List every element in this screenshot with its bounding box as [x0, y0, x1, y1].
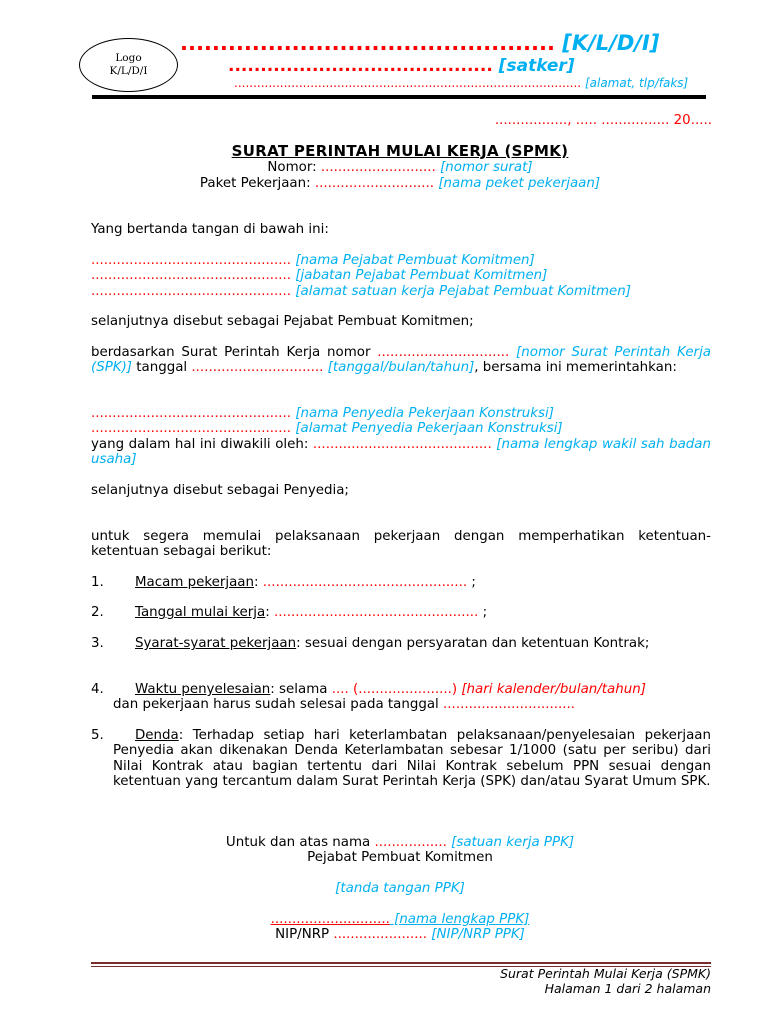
sign-untuk-text: Untuk dan atas nama [225, 835, 375, 850]
alamat-heading [234, 76, 688, 90]
ppk-jabatan-hint: [jabatan Pejabat Pembuat Komitmen] [295, 268, 548, 284]
sign-untuk-dots: ................. [374, 835, 447, 850]
penyedia-alamat-hint: [alamat Penyedia Pekerjaan Konstruksi] [295, 421, 563, 437]
item-cont-text: dan pekerjaan harus sudah selesai pada tanggal [113, 697, 444, 713]
untuk-paragraph: untuk segera memulai pelaksanaan pekerjaan dengan memperhatikan ketentuan-ketentuan sebagai berikut: [91, 529, 711, 560]
diwakili-hint: [nama lengkap wakil sah badan usaha] [91, 436, 711, 468]
item-end: ; [467, 575, 476, 590]
item-end: ; [478, 605, 488, 620]
list-item [91, 728, 711, 790]
ppk-jabatan-line [91, 268, 711, 283]
item-text: : sesuai dengan persyaratan dan ketentuan Kontrak; [296, 636, 650, 651]
item-number: 1. [91, 575, 104, 590]
item-dots: .... (......................) [331, 682, 458, 697]
penyedia-nama-dots: ............................................... [91, 406, 292, 421]
diwakili-line [91, 437, 711, 468]
ppk-jabatan-dots: ............................................... [91, 268, 292, 284]
alamat-dots: ........................................................................................... [234, 76, 582, 90]
satker-dots: ......................................... [228, 56, 493, 76]
ppk-block [91, 253, 711, 299]
footer-doc-title: Surat Perintah Mulai Kerja (SPMK) [500, 966, 711, 981]
item-label: Macam pekerjaan [135, 575, 255, 590]
dasar-text1: berdasarkan Surat Perintah Kerja nomor [91, 345, 378, 360]
nomor-label: Nomor: [267, 160, 321, 175]
kldi-hint: [K/L/D/I] [562, 31, 660, 55]
sign-nama-hint: [nama lengkap PPK] [389, 912, 530, 927]
nomor-line [0, 160, 768, 175]
penyedia-alamat-dots: ............................................... [91, 421, 292, 437]
sign-nip-hint: [NIP/NRP PPK] [427, 927, 525, 942]
item-label: Denda [135, 728, 179, 743]
penyedia-alamat-line [91, 421, 711, 436]
ppk-nama-line [91, 253, 711, 268]
item-hint: [hari kalender/bulan/tahun] [457, 682, 646, 697]
item-number: 3. [91, 636, 104, 651]
paket-line [0, 176, 768, 191]
paket-label: Paket Pekerjaan: [199, 176, 315, 191]
paket-hint: [nama peket pekerjaan] [438, 176, 601, 191]
dasar-hint1: [nomor Surat Perintah Kerja (SPK)] [91, 345, 711, 376]
penyedia-block [91, 406, 711, 468]
sign-jabatan: Pejabat Pembuat Komitmen [307, 850, 493, 865]
item-text: : Terhadap setiap hari keterlambatan pelaksanaan/penyelesaian pekerjaan Penyedia akan dikenakan Denda Keterlambatan sebesar 1/1000 (satu per seribu) dari Nilai Kontrak atau bagian tertentu dari Nilai Kontrak sebelum PPN sesuai dengan ketentuan yang tercantum dalam Surat Perintah Kerja (SPK) dan/atau Syarat Umum SPK. [113, 728, 711, 790]
intro-text: Yang bertanda tangan di bawah ini: [91, 222, 329, 237]
alamat-hint: [alamat, tlp/faks] [584, 76, 689, 90]
diwakili-dots: .......................................... [312, 436, 492, 452]
satker-hint: [satker] [498, 56, 575, 76]
item-dots: ................................................ [274, 605, 479, 620]
dasar-text2: tanggal [132, 360, 192, 376]
ppk-nama-hint: [nama Pejabat Pembuat Komitmen] [295, 253, 535, 268]
dasar-text3: , bersama ini memerintahkan: [474, 360, 677, 376]
sign-nama-dots: ............................ [270, 912, 390, 927]
item-label: Tanggal mulai kerja [135, 605, 266, 620]
sign-untuk-line [0, 835, 768, 850]
item-cont-dots: ............................... [443, 697, 575, 713]
satker-heading [228, 56, 575, 76]
ppk-sebutan: selanjutnya disebut sebagai Pejabat Pembuat Komitmen; [91, 314, 474, 329]
item-text: : selama [270, 682, 332, 697]
document-title: SURAT PERINTAH MULAI KERJA (SPMK) [231, 142, 569, 160]
ppk-nama-dots: ............................................... [91, 253, 292, 268]
sign-nip-dots: ...................... [333, 927, 428, 942]
item-label: Waktu penyelesaian [135, 682, 271, 697]
ppk-alamat-hint: [alamat satuan kerja Pejabat Pembuat Komitmen] [295, 283, 632, 299]
kldi-heading [180, 31, 659, 55]
logo-line1: Logo [115, 52, 142, 64]
dasar-dots1: ............................... [377, 345, 510, 360]
logo-placeholder [79, 38, 178, 92]
item-number: 5. [91, 728, 104, 743]
ppk-alamat-dots: ............................................... [91, 283, 292, 299]
sign-nip-line [0, 927, 768, 942]
ppk-alamat-line [91, 284, 711, 299]
nomor-hint: [nomor surat] [440, 160, 533, 175]
item-continuation [113, 697, 711, 712]
item-number: 2. [91, 605, 104, 620]
item-label: Syarat-syarat pekerjaan [135, 636, 297, 651]
penyedia-sebutan: selanjutnya disebut sebagai Penyedia; [91, 483, 349, 498]
item-text: : [254, 575, 263, 590]
penyedia-nama-line [91, 406, 711, 421]
footer-page-number: Halaman 1 dari 2 halaman [544, 981, 711, 996]
signature-placeholder: [tanda tangan PPK] [335, 881, 465, 896]
item-text: : [265, 605, 274, 620]
dasar-hint2: [tanggal/bulan/tahun] [327, 360, 475, 376]
diwakili-text: yang dalam hal ini diwakili oleh: [91, 436, 313, 452]
logo-line2: K/L/D/I [109, 65, 148, 77]
list-item [91, 575, 711, 590]
dasar-dots2: ............................... [191, 360, 324, 376]
list-item [91, 636, 711, 651]
sign-nama-line [0, 912, 768, 927]
item-dots: ................................................ [262, 575, 468, 590]
kldi-dots: ............................................... [180, 31, 555, 55]
sign-untuk-hint: [satuan kerja PPK] [446, 835, 575, 850]
list-item [91, 682, 711, 713]
dasar-paragraph [91, 345, 711, 376]
sign-nip-label: NIP/NRP [275, 927, 334, 942]
letterhead-rule [92, 95, 706, 99]
paket-dots: ............................ [314, 176, 435, 191]
list-item [91, 605, 711, 620]
item-number: 4. [91, 682, 104, 697]
footer-rule [91, 962, 711, 964]
nomor-dots: ........................... [320, 160, 436, 175]
date-line: ................., ..... ................ 20..... [494, 113, 712, 128]
penyedia-nama-hint: [nama Penyedia Pekerjaan Konstruksi] [295, 406, 554, 421]
